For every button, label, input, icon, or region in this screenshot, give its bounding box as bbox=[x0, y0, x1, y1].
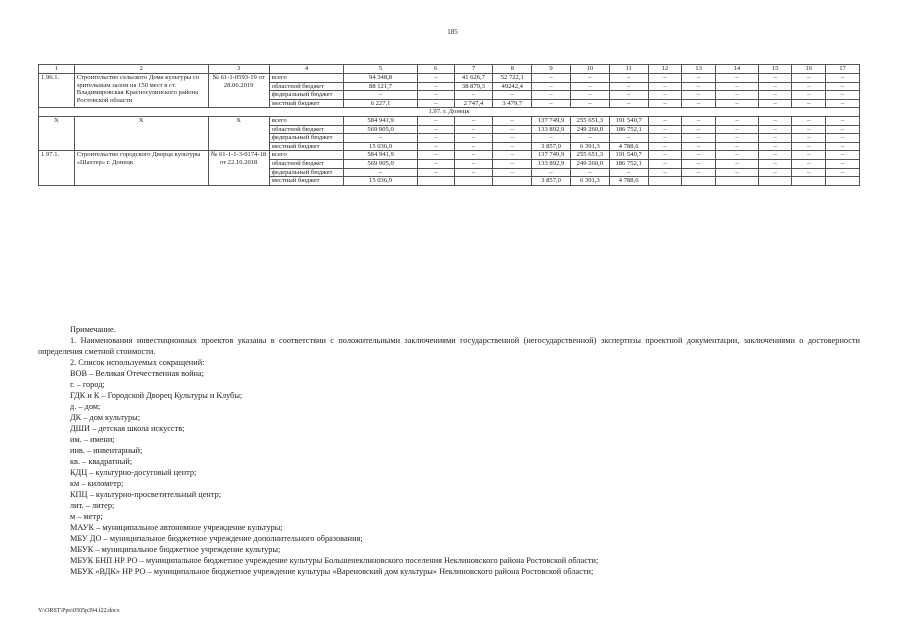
value-cell: 255 651,3 bbox=[570, 116, 609, 125]
abbreviation-item: м – метр; bbox=[70, 512, 103, 521]
value-cell: – bbox=[417, 134, 454, 143]
value-cell: 186 752,1 bbox=[609, 125, 648, 134]
value-cell: – bbox=[715, 142, 758, 151]
value-cell: – bbox=[417, 151, 454, 160]
value-cell: – bbox=[715, 125, 758, 134]
value-cell: 249 260,0 bbox=[570, 159, 609, 168]
project-number: Х bbox=[39, 116, 75, 150]
value-cell: – bbox=[715, 116, 758, 125]
value-cell: – bbox=[648, 74, 682, 83]
value-cell: – bbox=[682, 74, 716, 83]
column-header: 6 bbox=[417, 65, 454, 74]
value-cell: – bbox=[826, 151, 860, 160]
value-cell: – bbox=[682, 125, 716, 134]
column-header: 5 bbox=[344, 65, 418, 74]
column-header: 11 bbox=[609, 65, 648, 74]
value-cell: – bbox=[826, 168, 860, 177]
value-cell: – bbox=[715, 82, 758, 91]
abbreviation-item: ДК – дом культуры; bbox=[70, 413, 141, 422]
value-cell bbox=[715, 177, 758, 186]
value-cell: – bbox=[826, 74, 860, 83]
value-cell: 186 752,1 bbox=[609, 159, 648, 168]
file-path: Y:\ORST\Ppo\0505p394.f22.docx bbox=[38, 608, 120, 614]
value-cell: – bbox=[826, 134, 860, 143]
value-cell bbox=[417, 177, 454, 186]
funding-source: областной бюджет bbox=[269, 125, 344, 134]
value-cell: 6 227,1 bbox=[344, 99, 418, 108]
value-cell: – bbox=[648, 99, 682, 108]
value-cell: – bbox=[344, 134, 418, 143]
column-header: 15 bbox=[758, 65, 792, 74]
value-cell: 2 747,4 bbox=[454, 99, 493, 108]
value-cell: – bbox=[758, 142, 792, 151]
value-cell: – bbox=[609, 74, 648, 83]
value-cell: – bbox=[570, 74, 609, 83]
abbreviation-item: лит. – литер; bbox=[70, 501, 115, 510]
funding-source: федеральный бюджет bbox=[269, 134, 344, 143]
value-cell: 569 905,0 bbox=[344, 125, 418, 134]
column-header: 16 bbox=[792, 65, 826, 74]
value-cell: – bbox=[648, 116, 682, 125]
value-cell: – bbox=[715, 168, 758, 177]
section-row bbox=[39, 108, 860, 117]
expertise-document: № 61-1-1-3-0174-18 от 22.10.2018 bbox=[208, 151, 269, 185]
value-cell: – bbox=[417, 82, 454, 91]
value-cell bbox=[758, 177, 792, 186]
value-cell: 52 722,1 bbox=[493, 74, 532, 83]
value-cell: – bbox=[682, 82, 716, 91]
column-header: 14 bbox=[715, 65, 758, 74]
column-header: 12 bbox=[648, 65, 682, 74]
abbreviation-item: им. – имени; bbox=[70, 435, 115, 444]
abbreviation-item: ВОВ – Великая Отечественная война; bbox=[70, 369, 204, 378]
value-cell: – bbox=[493, 91, 532, 100]
value-cell: – bbox=[682, 99, 716, 108]
value-cell: – bbox=[417, 116, 454, 125]
abbreviation-item: ДШИ – детская школа искусств; bbox=[70, 424, 185, 433]
funding-source: всего bbox=[269, 116, 344, 125]
expertise-document: № 61-1-0593-19 от 28.06.2019 bbox=[208, 74, 269, 108]
abbreviation-item: км – километр; bbox=[70, 479, 124, 488]
value-cell: 41 626,7 bbox=[454, 74, 493, 83]
value-cell: – bbox=[532, 91, 571, 100]
value-cell: 137 749,9 bbox=[532, 116, 571, 125]
value-cell bbox=[648, 177, 682, 186]
value-cell: – bbox=[758, 91, 792, 100]
value-cell: 191 540,7 bbox=[609, 151, 648, 160]
value-cell: – bbox=[570, 99, 609, 108]
page-number: 185 bbox=[447, 28, 458, 36]
project-name: Строительство городского Дворца культуры «Шахтер» г. Донецк bbox=[74, 151, 208, 185]
value-cell: – bbox=[454, 134, 493, 143]
value-cell: – bbox=[454, 142, 493, 151]
value-cell: 4 788,6 bbox=[609, 177, 648, 186]
value-cell: 569 905,0 bbox=[344, 159, 418, 168]
project-number: 1.97.1. bbox=[39, 151, 75, 185]
value-cell: – bbox=[758, 159, 792, 168]
header-row bbox=[39, 65, 860, 74]
column-header: 3 bbox=[208, 65, 269, 74]
abbreviation-item: КПЦ – культурно-просветительный центр; bbox=[70, 490, 222, 499]
table-row bbox=[39, 74, 860, 83]
value-cell: 15 036,9 bbox=[344, 177, 418, 186]
value-cell: – bbox=[758, 82, 792, 91]
value-cell: – bbox=[417, 99, 454, 108]
funding-source: областной бюджет bbox=[269, 159, 344, 168]
abbreviation-item: кв. – квадратный; bbox=[70, 457, 133, 466]
value-cell: – bbox=[682, 134, 716, 143]
value-cell: – bbox=[792, 91, 826, 100]
value-cell: – bbox=[532, 82, 571, 91]
value-cell: – bbox=[826, 159, 860, 168]
value-cell: – bbox=[493, 151, 532, 160]
value-cell: – bbox=[417, 168, 454, 177]
value-cell: – bbox=[758, 74, 792, 83]
value-cell: – bbox=[454, 168, 493, 177]
investment-table bbox=[38, 64, 860, 186]
abbreviation-item: д. – дом; bbox=[70, 402, 101, 411]
value-cell: – bbox=[454, 151, 493, 160]
value-cell bbox=[493, 177, 532, 186]
value-cell: 249 260,0 bbox=[570, 125, 609, 134]
value-cell: 191 540,7 bbox=[609, 116, 648, 125]
funding-source: областной бюджет bbox=[269, 82, 344, 91]
value-cell: – bbox=[792, 125, 826, 134]
funding-source: местный бюджет bbox=[269, 142, 344, 151]
value-cell: – bbox=[758, 151, 792, 160]
value-cell: – bbox=[792, 168, 826, 177]
value-cell: – bbox=[493, 159, 532, 168]
section-title: 1.97. г. Донецк bbox=[39, 108, 860, 117]
value-cell: – bbox=[792, 116, 826, 125]
value-cell: – bbox=[826, 142, 860, 151]
value-cell: 3 857,0 bbox=[532, 177, 571, 186]
value-cell: 584 941,9 bbox=[344, 151, 418, 160]
abbreviation-item: МБУК – муниципальное бюджетное учреждение культуры; bbox=[70, 545, 281, 554]
value-cell: – bbox=[609, 91, 648, 100]
value-cell: – bbox=[417, 125, 454, 134]
value-cell: 6 391,3 bbox=[570, 177, 609, 186]
value-cell: – bbox=[682, 168, 716, 177]
value-cell: – bbox=[648, 142, 682, 151]
value-cell: – bbox=[454, 91, 493, 100]
project-number: 1.96.1. bbox=[39, 74, 75, 108]
value-cell: – bbox=[344, 91, 418, 100]
value-cell: – bbox=[609, 134, 648, 143]
value-cell: 15 036,9 bbox=[344, 142, 418, 151]
value-cell: – bbox=[826, 99, 860, 108]
value-cell: – bbox=[758, 168, 792, 177]
column-header: 1 bbox=[39, 65, 75, 74]
value-cell: 49242,4 bbox=[493, 82, 532, 91]
table-row bbox=[39, 116, 860, 125]
value-cell: – bbox=[792, 74, 826, 83]
value-cell: 137 749,9 bbox=[532, 151, 571, 160]
value-cell: – bbox=[792, 142, 826, 151]
value-cell: – bbox=[532, 74, 571, 83]
column-header: 10 bbox=[570, 65, 609, 74]
value-cell: – bbox=[826, 116, 860, 125]
value-cell: – bbox=[493, 134, 532, 143]
value-cell: – bbox=[826, 125, 860, 134]
value-cell: – bbox=[826, 91, 860, 100]
value-cell: – bbox=[493, 142, 532, 151]
value-cell: – bbox=[792, 159, 826, 168]
value-cell: – bbox=[454, 159, 493, 168]
column-header: 2 bbox=[74, 65, 208, 74]
notes-section bbox=[38, 324, 860, 577]
value-cell: – bbox=[758, 116, 792, 125]
abbreviation-item: г. – город; bbox=[70, 380, 105, 389]
value-cell: 133 892,9 bbox=[532, 125, 571, 134]
funding-source: всего bbox=[269, 151, 344, 160]
abbreviation-list bbox=[38, 368, 860, 577]
value-cell: – bbox=[570, 134, 609, 143]
value-cell: – bbox=[493, 168, 532, 177]
value-cell: – bbox=[417, 74, 454, 83]
value-cell: – bbox=[792, 99, 826, 108]
value-cell: – bbox=[715, 134, 758, 143]
funding-source: местный бюджет bbox=[269, 99, 344, 108]
value-cell: 88 121,7 bbox=[344, 82, 418, 91]
value-cell: – bbox=[682, 91, 716, 100]
value-cell: – bbox=[715, 151, 758, 160]
column-header: 17 bbox=[826, 65, 860, 74]
value-cell: – bbox=[715, 91, 758, 100]
value-cell: – bbox=[344, 168, 418, 177]
value-cell: – bbox=[758, 125, 792, 134]
value-cell: – bbox=[715, 159, 758, 168]
value-cell: 6 391,3 bbox=[570, 142, 609, 151]
value-cell: – bbox=[648, 134, 682, 143]
project-name: Х bbox=[74, 116, 208, 150]
value-cell: – bbox=[609, 99, 648, 108]
value-cell: – bbox=[648, 159, 682, 168]
value-cell bbox=[792, 177, 826, 186]
value-cell: – bbox=[682, 159, 716, 168]
value-cell: – bbox=[609, 82, 648, 91]
value-cell: 3 479,7 bbox=[493, 99, 532, 108]
value-cell: 584 941,9 bbox=[344, 116, 418, 125]
value-cell: – bbox=[715, 74, 758, 83]
value-cell: – bbox=[570, 168, 609, 177]
value-cell: – bbox=[648, 168, 682, 177]
value-cell: – bbox=[609, 168, 648, 177]
funding-source: федеральный бюджет bbox=[269, 168, 344, 177]
value-cell: – bbox=[715, 99, 758, 108]
notes-title: Примечание. bbox=[70, 325, 116, 334]
value-cell: – bbox=[682, 116, 716, 125]
value-cell: – bbox=[454, 125, 493, 134]
funding-source: федеральный бюджет bbox=[269, 91, 344, 100]
value-cell: – bbox=[648, 151, 682, 160]
value-cell bbox=[826, 177, 860, 186]
value-cell: 94 348,8 bbox=[344, 74, 418, 83]
value-cell: – bbox=[648, 125, 682, 134]
value-cell: – bbox=[758, 134, 792, 143]
column-header: 9 bbox=[532, 65, 571, 74]
table-row bbox=[39, 151, 860, 160]
abbreviation-item: КДЦ – культурно-досуговый центр; bbox=[70, 468, 197, 477]
value-cell: – bbox=[417, 91, 454, 100]
abbreviation-item: МБУК БНП НР РО – муниципальное бюджетное учреждение культуры Большенеклиновского поселения Неклиновского района Ростовской области; bbox=[70, 556, 599, 565]
value-cell bbox=[682, 177, 716, 186]
value-cell: – bbox=[682, 142, 716, 151]
column-header: 7 bbox=[454, 65, 493, 74]
abbreviation-item: инв. – инвентарный; bbox=[70, 446, 143, 455]
column-header: 4 bbox=[269, 65, 344, 74]
value-cell: – bbox=[532, 134, 571, 143]
value-cell: – bbox=[758, 99, 792, 108]
value-cell: 3 857,0 bbox=[532, 142, 571, 151]
value-cell: – bbox=[792, 134, 826, 143]
value-cell: – bbox=[682, 151, 716, 160]
column-header: 13 bbox=[682, 65, 716, 74]
abbreviation-item: МБУ ДО – муниципальное бюджетное учреждение дополнительного образования; bbox=[70, 534, 363, 543]
value-cell bbox=[454, 177, 493, 186]
value-cell: – bbox=[417, 142, 454, 151]
value-cell: 4 788,6 bbox=[609, 142, 648, 151]
project-name: Строительство сельского Дома культуры со зрительным залом на 150 мест в ст. Владимировская Красносулинского района Ростовской области bbox=[74, 74, 208, 108]
abbreviation-item: МБУК «ВДК» НР РО – муниципальное бюджетное учреждение культуры «Вареновский дом культуры» Неклиновского района Ростовской области; bbox=[70, 567, 594, 576]
value-cell: 38 879,3 bbox=[454, 82, 493, 91]
abbreviation-item: МАУК – муниципальное автономное учреждение культуры; bbox=[70, 523, 283, 532]
funding-source: местный бюджет bbox=[269, 177, 344, 186]
value-cell: – bbox=[826, 82, 860, 91]
value-cell: – bbox=[417, 159, 454, 168]
value-cell: – bbox=[792, 151, 826, 160]
notes-paragraph-2: 2. Список используемых сокращений: bbox=[70, 358, 205, 367]
value-cell: – bbox=[570, 82, 609, 91]
notes-paragraph-1: 1. Наименования инвестиционных проектов указаны в соответствии с положительными заключениями государственной (негосударственной) экспертизы проектной документации, заключениями о достоверности определения сметной стоимости. bbox=[38, 336, 860, 356]
value-cell: – bbox=[454, 116, 493, 125]
value-cell: – bbox=[532, 99, 571, 108]
value-cell: – bbox=[570, 91, 609, 100]
value-cell: – bbox=[792, 82, 826, 91]
value-cell: – bbox=[493, 125, 532, 134]
funding-source: всего bbox=[269, 74, 344, 83]
value-cell: – bbox=[532, 168, 571, 177]
column-header: 8 bbox=[493, 65, 532, 74]
value-cell: – bbox=[493, 116, 532, 125]
abbreviation-item: ГДК и К – Городской Дворец Культуры и Клубы; bbox=[70, 391, 243, 400]
value-cell: – bbox=[648, 91, 682, 100]
value-cell: 133 892,9 bbox=[532, 159, 571, 168]
value-cell: – bbox=[648, 82, 682, 91]
value-cell: 255 651,3 bbox=[570, 151, 609, 160]
expertise-document: Х bbox=[208, 116, 269, 150]
